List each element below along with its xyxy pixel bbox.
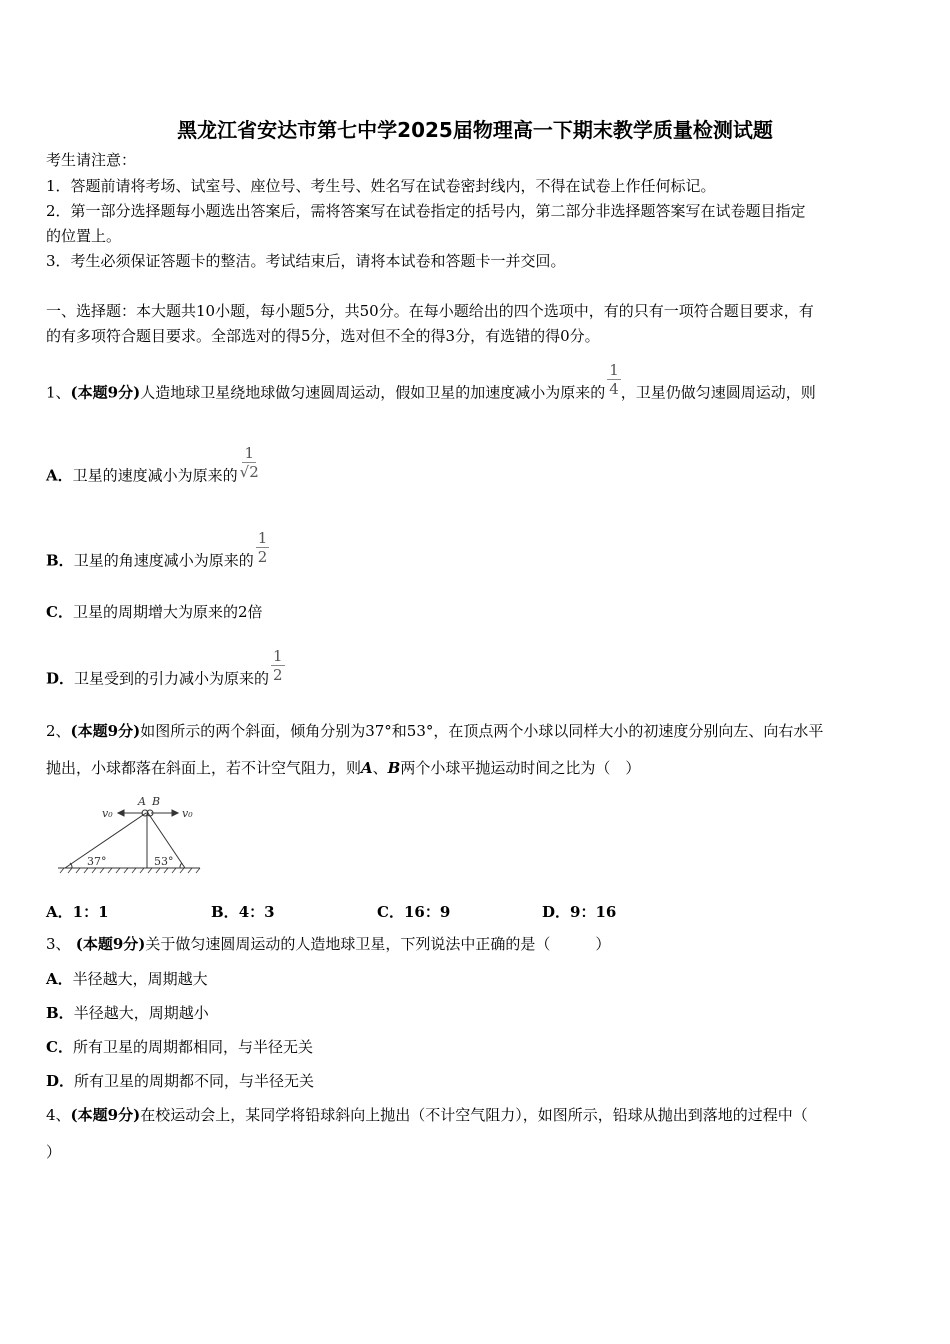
fraction (271, 647, 285, 684)
question-score: (本题9分) (70, 935, 146, 953)
question-text: 人造地球卫星绕地球做匀速圆周运动，假如卫星的加速度减小为原来的 (140, 383, 606, 402)
question-text: 抛出，小球都落在斜面上，若不计空气阻力，则 (46, 759, 362, 777)
question-score: (本题9分) (70, 722, 141, 740)
option-a (46, 444, 259, 495)
section-intro: 一、选择题：本大题共10小题，每小题5分，共50分。在每小题给出的四个选项中，有的只有一项符合题目要求，有 (46, 302, 814, 320)
option-c (46, 602, 263, 622)
option-d (46, 1071, 314, 1091)
option-text: 所有卫星的周期都相同，与半径无关 (72, 1038, 313, 1056)
fraction-numerator: 1 (257, 529, 268, 547)
option-label: C． (377, 903, 404, 921)
option-text: 4：3 (238, 903, 275, 921)
option-text: 1：1 (72, 903, 109, 921)
option-a (46, 901, 109, 922)
notice-heading: 考生请注意： (46, 151, 137, 169)
option-text: 半径越大，周期越大 (72, 970, 208, 988)
fraction-denominator: 4 (609, 380, 619, 398)
fraction (240, 444, 259, 481)
option-label: A． (46, 466, 73, 485)
fraction-numerator: 1 (609, 361, 619, 379)
section-intro: 的有多项符合题目要求。全部选对的得5分，选对但不全的得3分，有选错的得0分。 (46, 327, 600, 345)
question-2 (46, 721, 823, 741)
question-text: 两个小球平抛运动时间之比为（ ） (400, 759, 641, 777)
option-label: D． (46, 1072, 75, 1090)
option-text: 9：16 (570, 903, 617, 921)
option-d (46, 647, 285, 698)
velocity-label-left: v₀ (102, 807, 113, 820)
option-text: 卫星受到的引力减小为原来的 (74, 669, 270, 688)
question-4-line2: ） (46, 1143, 62, 1161)
question-score: (本题9分) (70, 383, 141, 402)
fraction-numerator: 1 (273, 647, 283, 665)
question-1 (46, 361, 816, 412)
option-b (46, 1003, 209, 1023)
option-label: D． (46, 669, 75, 688)
question-3 (46, 934, 610, 954)
question-number: 4、 (46, 1106, 71, 1124)
question-2-line2 (46, 758, 640, 778)
label-a: A (361, 759, 373, 777)
notice-item: 2．第一部分选择题每小题选出答案后，需将答案写在试卷指定的括号内，第二部分非选择题答案写在试卷题目指定 (46, 202, 806, 220)
option-text: 卫星的角速度减小为原来的 (73, 551, 254, 570)
option-text: 卫星的周期增大为原来的2倍 (72, 603, 263, 621)
option-b (211, 901, 275, 922)
question-text: ，卫星仍做匀速圆周运动，则 (620, 383, 816, 402)
fraction (256, 529, 270, 566)
question-text: 关于做匀速圆周运动的人造地球卫星，下列说法中正确的是（ ） (145, 935, 611, 953)
notice-item: 的位置上。 (46, 227, 122, 245)
separator: 、 (372, 759, 388, 777)
option-c (46, 1037, 313, 1057)
option-label: C． (46, 603, 73, 621)
option-label: D． (542, 903, 571, 921)
inclines-figure (50, 785, 210, 880)
fraction-denominator: 2 (273, 666, 283, 684)
fraction (607, 361, 621, 398)
angle-label-right: 53° (154, 855, 174, 868)
option-label: A． (46, 903, 73, 921)
question-text: 如图所示的两个斜面，倾角分别为37°和53°，在顶点两个小球以同样大小的初速度分别向左、向右水平 (140, 722, 824, 740)
notice-item: 3．考生必须保证答题卡的整洁。考试结束后，请将本试卷和答题卡一并交回。 (46, 252, 566, 270)
question-score: (本题9分) (70, 1106, 141, 1124)
page-title: 黑龙江省安达市第七中学2025届物理高一下期末教学质量检测试题 (177, 118, 773, 142)
option-d (542, 901, 616, 922)
option-text: 所有卫星的周期都不同，与半径无关 (74, 1072, 315, 1090)
angle-label-left: 37° (87, 855, 107, 868)
question-number: 2、 (46, 722, 71, 740)
option-label: B． (211, 903, 239, 921)
option-label: C． (46, 1038, 73, 1056)
option-b (46, 529, 269, 580)
velocity-label-right: v₀ (182, 807, 193, 820)
fraction-denominator: √2 (239, 463, 259, 481)
point-label-b: B (152, 795, 161, 808)
option-label: B． (46, 1004, 74, 1022)
label-b: B (387, 759, 401, 777)
point-label-a: A (138, 795, 146, 808)
question-4 (46, 1105, 808, 1125)
question-number: 1、 (46, 383, 71, 402)
notice-item: 1．答题前请将考场、试室号、座位号、考生号、姓名写在试卷密封线内，不得在试卷上作任何标记。 (46, 177, 716, 195)
fraction-numerator: 1 (244, 444, 254, 462)
question-text: 在校运动会上，某同学将铅球斜向上抛出（不计空气阻力），如图所示，铅球从抛出到落地的过程中（ (140, 1106, 808, 1124)
option-label: B． (46, 551, 74, 570)
option-text: 半径越大，周期越小 (73, 1004, 209, 1022)
option-text: 卫星的速度减小为原来的 (72, 466, 238, 485)
option-text: 16：9 (403, 903, 451, 921)
option-a (46, 969, 208, 989)
question-number: 3、 (46, 935, 71, 953)
fraction-denominator: 2 (257, 548, 268, 566)
option-c (377, 901, 450, 922)
option-label: A． (46, 970, 73, 988)
